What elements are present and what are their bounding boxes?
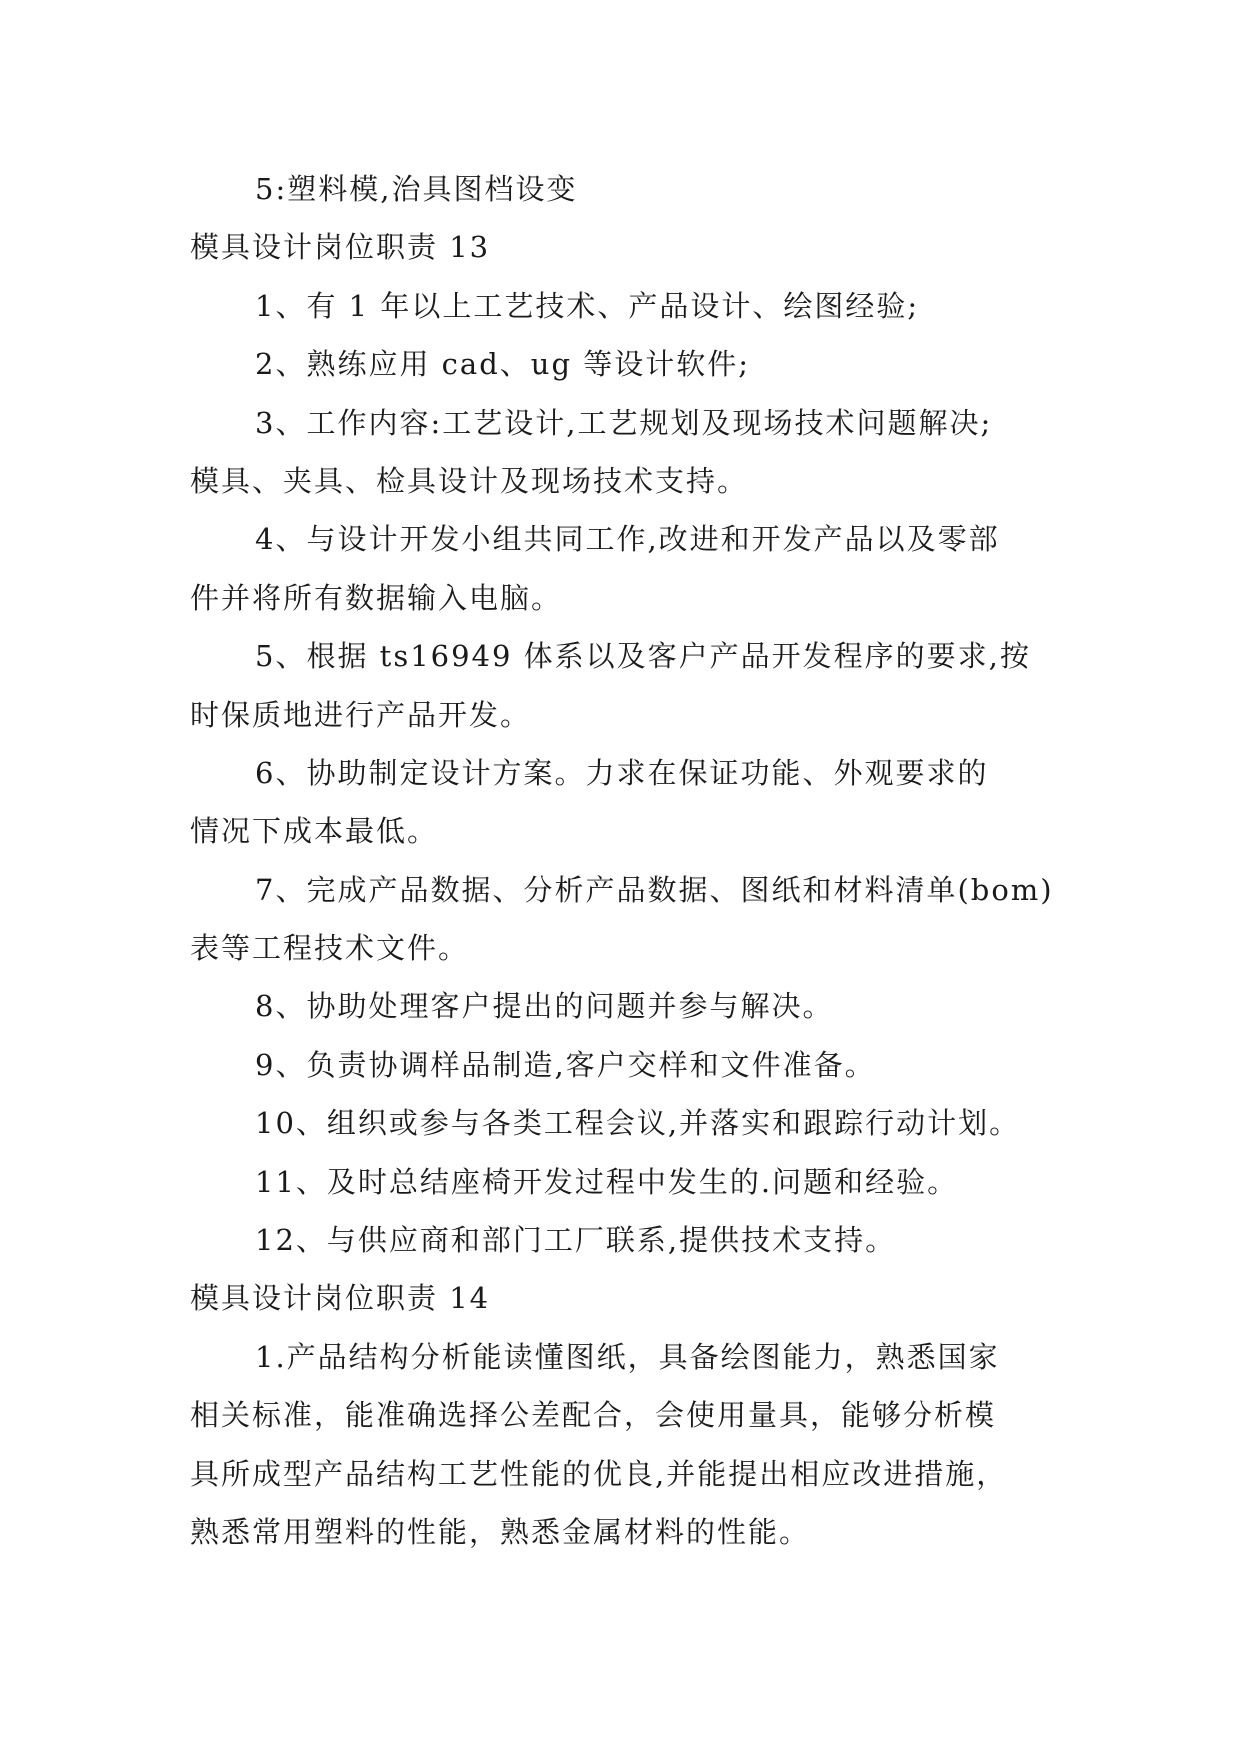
text-line: 1、有 1 年以上工艺技术、产品设计、绘图经验; [255, 288, 920, 323]
text-line: 2、熟练应用 cad、ug 等设计软件; [255, 347, 750, 382]
text-line: 11、及时总结座椅开发过程中发生的.问题和经验。 [255, 1164, 959, 1199]
text-line: 件并将所有数据输入电脑。 [190, 580, 563, 615]
text-line: 7、完成产品数据、分析产品数据、图纸和材料清单(bom) [255, 872, 1054, 907]
text-line: 12、与供应商和部门工厂联系,提供技术支持。 [255, 1223, 897, 1258]
text-line: 模具设计岗位职责 14 [190, 1281, 491, 1316]
text-line: 具所成型产品结构工艺性能的优良,并能提出相应改进措施， [190, 1456, 1008, 1491]
text-line: 表等工程技术文件。 [190, 931, 470, 966]
document-body [190, 160, 1070, 1561]
text-line: 3、工作内容:工艺设计,工艺规划及现场技术问题解决; [255, 405, 993, 440]
text-line: 6、协助制定设计方案。力求在保证功能、外观要求的 [255, 755, 989, 790]
text-line: 8、协助处理客户提出的问题并参与解决。 [255, 989, 834, 1024]
text-line: 5:塑料模,治具图档设变 [255, 172, 578, 206]
text-line: 模具设计岗位职责 13 [190, 230, 491, 265]
text-line: 模具、夹具、检具设计及现场技术支持。 [190, 463, 749, 498]
text-line: 相关标准，能准确选择公差配合，会使用量具，能够分析模 [190, 1398, 997, 1433]
text-line: 4、与设计开发小组共同工作,改进和开发产品以及零部 [255, 522, 1000, 557]
text-line: 1.产品结构分析能读懂图纸，具备绘图能力，熟悉国家 [255, 1339, 1000, 1374]
text-line: 9、负责协调样品制造,客户交样和文件准备。 [255, 1047, 876, 1082]
text-line: 5、根据 ts16949 体系以及客户产品开发程序的要求,按 [255, 639, 1031, 674]
text-line: 情况下成本最低。 [190, 814, 439, 849]
text-line: 熟悉常用塑料的性能，熟悉金属材料的性能。 [190, 1514, 811, 1549]
text-line: 10、组织或参与各类工程会议,并落实和跟踪行动计划。 [255, 1106, 1021, 1141]
text-line: 时保质地进行产品开发。 [190, 697, 532, 732]
